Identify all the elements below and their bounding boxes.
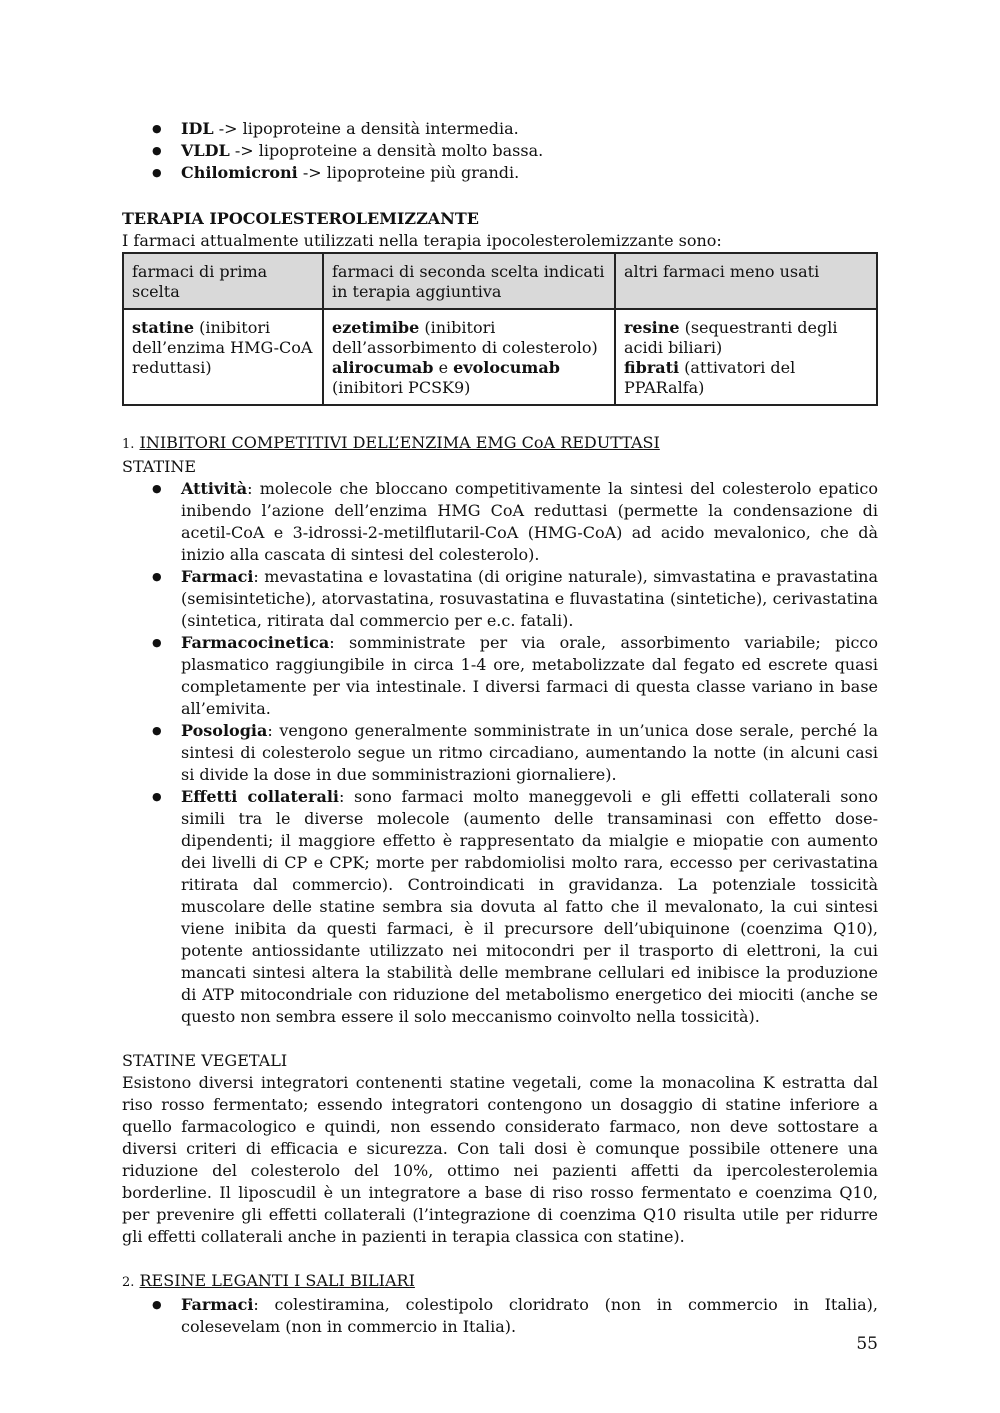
lipoprotein-list bbox=[122, 118, 878, 184]
table-header-cell: farmaci di seconda scelta indicati in terapia aggiuntiva bbox=[323, 253, 615, 309]
term: VLDL bbox=[181, 141, 230, 160]
statine-vegetali-heading: STATINE VEGETALI bbox=[122, 1051, 288, 1070]
list-item bbox=[122, 162, 878, 184]
drug-desc: (attivatori del PPARalfa) bbox=[624, 358, 796, 397]
document-page bbox=[122, 118, 878, 1338]
list-item bbox=[122, 1294, 878, 1338]
item-text: : molecole che bloccano competitivamente la sintesi del colesterolo epatico inibendo l’azione dell’enzima HMG CoA reduttasi (permette la condensazione di acetil-CoA e 3-idrossi-2-metilflutaril-CoA (HMG-CoA) ad acido mevalonico, che dà inizio alla cascata di sintesi del colesterolo). bbox=[181, 479, 878, 564]
table-header-row bbox=[123, 253, 877, 309]
term: Chilomicroni bbox=[181, 163, 298, 182]
drug-desc: (sequestranti degli acidi biliari) bbox=[624, 318, 838, 357]
drug-desc: (inibitori dell’assorbimento di colesterolo) bbox=[332, 318, 598, 357]
section-1-heading bbox=[122, 432, 878, 456]
list-item bbox=[122, 566, 878, 632]
list-item bbox=[122, 478, 878, 566]
item-text: -> lipoproteine più grandi. bbox=[297, 163, 520, 182]
item-text: : sono farmaci molto maneggevoli e gli effetti collaterali sono simili tra le diverse molecole (aumento delle transaminasi con effetto dose-dipendenti; il maggiore effetto è rappresentato da mialgie e miopatie con aumento dei livelli di CP e CPK; morte per rabdomiolisi molto rara, eccesso per cerivastatina ritirata dal commercio). Controindicati in gravidanza. La potenziale tossicità muscolare delle statine sembra sia dovuta al fatto che il mevalonato, la cui sintesi viene inibita da questi farmaci, è il precursore dell’ubiquinone (coenzima Q10), potente antiossidante utilizzato nei mitocondri per il trasporto di elettroni, la cui mancati sintesi altera la stabilità delle membrane cellulari ed inibisce la produzione di ATP mitocondriale con riduzione del metabolismo energetico dei miociti (anche se questo non sembra essere il solo meccanismo coinvolto nella tossicità). bbox=[181, 787, 878, 1026]
table-header-cell: altri farmaci meno usati bbox=[615, 253, 877, 309]
drug-desc: (inibitori dell’enzima HMG-CoA reduttasi) bbox=[132, 318, 313, 377]
term: Posologia bbox=[181, 721, 268, 740]
therapy-heading: TERAPIA IPOCOLESTEROLEMIZZANTE bbox=[122, 209, 479, 228]
item-text: : vengono generalmente somministrate in un’unica dose serale, perché la sintesi di colesterolo segue un ritmo circadiano, aumentando la notte (in alcuni casi si divide la dose in due somministrazioni giornaliere). bbox=[181, 721, 878, 784]
drug-name: alirocumab bbox=[332, 358, 434, 377]
statine-list bbox=[122, 478, 878, 1028]
list-item bbox=[122, 118, 878, 140]
item-text: -> lipoproteine a densità intermedia. bbox=[213, 119, 519, 138]
table-cell bbox=[615, 309, 877, 405]
item-text: : mevastatina e lovastatina (di origine naturale), simvastatina e pravastatina (semisintetiche), atorvastatina, rosuvastatina e fluvastatina (sintetiche), cerivastatina (sintetica, ritirata dal commercio per e.c. fatali). bbox=[181, 567, 878, 630]
list-item bbox=[122, 786, 878, 1028]
drug-name: fibrati bbox=[624, 358, 680, 377]
table-row bbox=[123, 309, 877, 405]
drug-name: statine bbox=[132, 318, 195, 337]
list-item bbox=[122, 632, 878, 720]
therapy-intro: I farmaci attualmente utilizzati nella terapia ipocolesterolemizzante sono: bbox=[122, 231, 722, 250]
term: Farmaci bbox=[181, 567, 254, 586]
drugs-table bbox=[122, 252, 878, 406]
table-cell bbox=[323, 309, 615, 405]
list-item bbox=[122, 720, 878, 786]
term: Farmaci bbox=[181, 1295, 254, 1314]
section-title: INIBITORI COMPETITIVI DELL’ENZIMA EMG CoA REDUTTASI bbox=[139, 433, 660, 452]
section-1-subtitle: STATINE bbox=[122, 457, 197, 476]
item-text: : somministrate per via orale, assorbimento variabile; picco plasmatico raggiungibile in circa 1-4 ore, metabolizzate dal fegato ed escrete quasi completamente per via intestinale. I diversi farmaci di questa classe variano in base all’emivita. bbox=[181, 633, 878, 718]
resine-list bbox=[122, 1294, 878, 1338]
drug-desc: e bbox=[433, 358, 454, 377]
term: Effetti collaterali bbox=[181, 787, 339, 806]
section-number: 1. bbox=[122, 437, 135, 452]
section-2-heading bbox=[122, 1270, 878, 1294]
section-title: RESINE LEGANTI I SALI BILIARI bbox=[139, 1271, 415, 1290]
section-number: 2. bbox=[122, 1275, 135, 1290]
drug-name: resine bbox=[624, 318, 680, 337]
item-text: -> lipoproteine a densità molto bassa. bbox=[229, 141, 544, 160]
table-header-cell: farmaci di prima scelta bbox=[123, 253, 323, 309]
drug-desc: (inibitori PCSK9) bbox=[332, 378, 471, 397]
drug-name: evolocumab bbox=[453, 358, 560, 377]
term: Attività bbox=[181, 479, 248, 498]
statine-vegetali-paragraph: Esistono diversi integratori contenenti statine vegetali, come la monacolina K estratta dal riso rosso fermentato; essendo integratori contengono un dosaggio di statine inferiore a quello farmacologico e quindi, non essendo considerato farmaco, non deve sottostare a diversi criteri di efficacia e sicurezza. Con tali dosi è comunque possibile ottenere una riduzione del colesterolo del 10%, ottimo nei pazienti affetti da ipercolesterolemia borderline. Il liposcudil è un integratore a base di riso rosso fermentato e coenzima Q10, per prevenire gli effetti collaterali (l’integrazione di coenzima Q10 risulta utile per ridurre gli effetti collaterali anche in pazienti in terapia classica con statine). bbox=[122, 1073, 878, 1246]
list-item bbox=[122, 140, 878, 162]
page-number: 55 bbox=[856, 1334, 878, 1354]
term: Farmacocinetica bbox=[181, 633, 330, 652]
term: IDL bbox=[181, 119, 214, 138]
item-text: : colestiramina, colestipolo cloridrato (non in commercio in Italia), colesevelam (non in commercio in Italia). bbox=[181, 1295, 878, 1336]
drug-name: ezetimibe bbox=[332, 318, 420, 337]
table-cell bbox=[123, 309, 323, 405]
